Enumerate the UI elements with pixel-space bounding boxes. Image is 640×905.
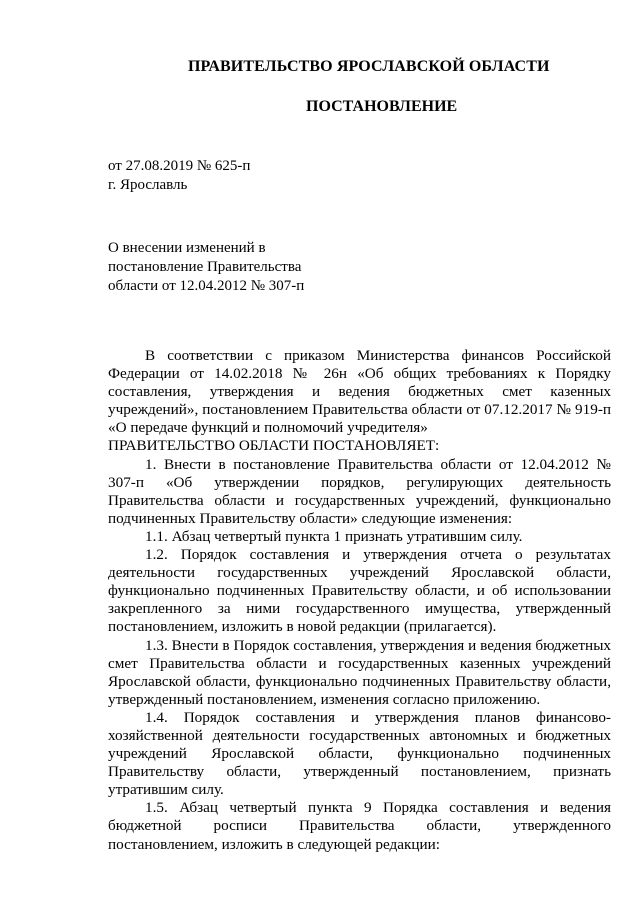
subject-line: О внесении изменений в bbox=[108, 240, 266, 256]
body-paragraph: 1.2. Порядок составления и утверждения отчета о результатах деятельности государственных учреждений Ярославской области, функционально подчиненных Правительству области, и об использовании закрепленного за ними государственного имущества, утвержденный постановлением, изложить в новой редакции (прилагается). bbox=[108, 546, 611, 636]
document-body bbox=[108, 347, 611, 854]
document-meta bbox=[108, 157, 250, 195]
subject-line: постановление Правительства bbox=[108, 259, 302, 275]
subject-line: области от 12.04.2012 № 307-п bbox=[108, 278, 305, 294]
body-paragraph: 1. Внести в постановление Правительства области от 12.04.2012 № 307-п «Об утверждении порядков, регулирующих деятельность Правительства области и государственных учреждений, функционально подчиненных Правительству области» следующие изменения: bbox=[108, 455, 611, 527]
body-paragraph: 1.4. Порядок составления и утверждения планов финансово-хозяйственной деятельности государственных автономных и бюджетных учреждений Ярославской области, функционально подчиненных Правительству области, утвержденный постановлением, признать утратившим силу. bbox=[108, 708, 611, 799]
authority-title: ПРАВИТЕЛЬСТВО ЯРОСЛАВСКОЙ ОБЛАСТИ bbox=[188, 58, 550, 75]
resolution-clause: ПРАВИТЕЛЬСТВО ОБЛАСТИ ПОСТАНОВЛЯЕТ: bbox=[108, 437, 440, 455]
body-paragraph: 1.1. Абзац четвертый пункта 1 признать утратившим силу. bbox=[145, 527, 523, 545]
body-paragraph: 1.3. Внести в Порядок составления, утверждения и ведения бюджетных смет Правительства области и государственных казенных учреждений Ярославской области, функционально подчиненных Правительству области, утвержденный постановлением, изменения согласно приложению. bbox=[108, 636, 611, 708]
date-number: от 27.08.2019 № 625-п bbox=[108, 158, 251, 174]
body-paragraph: 1.5. Абзац четвертый пункта 9 Порядка составления и ведения бюджетной росписи Правительства области, утвержденного постановлением, изложить в следующей редакции: bbox=[108, 799, 611, 853]
preamble-paragraph: В соответствии с приказом Министерства финансов Российской Федерации от 14.02.2018 № 26н «Об общих требованиях к Порядку составления, утверждения и ведения бюджетных смет казенных учреждений», постановлением Правительства области от 07.12.2017 № 919-п «О передаче функций и полномочий учредителя» bbox=[108, 347, 611, 437]
document-type: ПОСТАНОВЛЕНИЕ bbox=[306, 98, 458, 115]
document-subject bbox=[108, 239, 304, 296]
place: г. Ярославль bbox=[108, 177, 188, 193]
